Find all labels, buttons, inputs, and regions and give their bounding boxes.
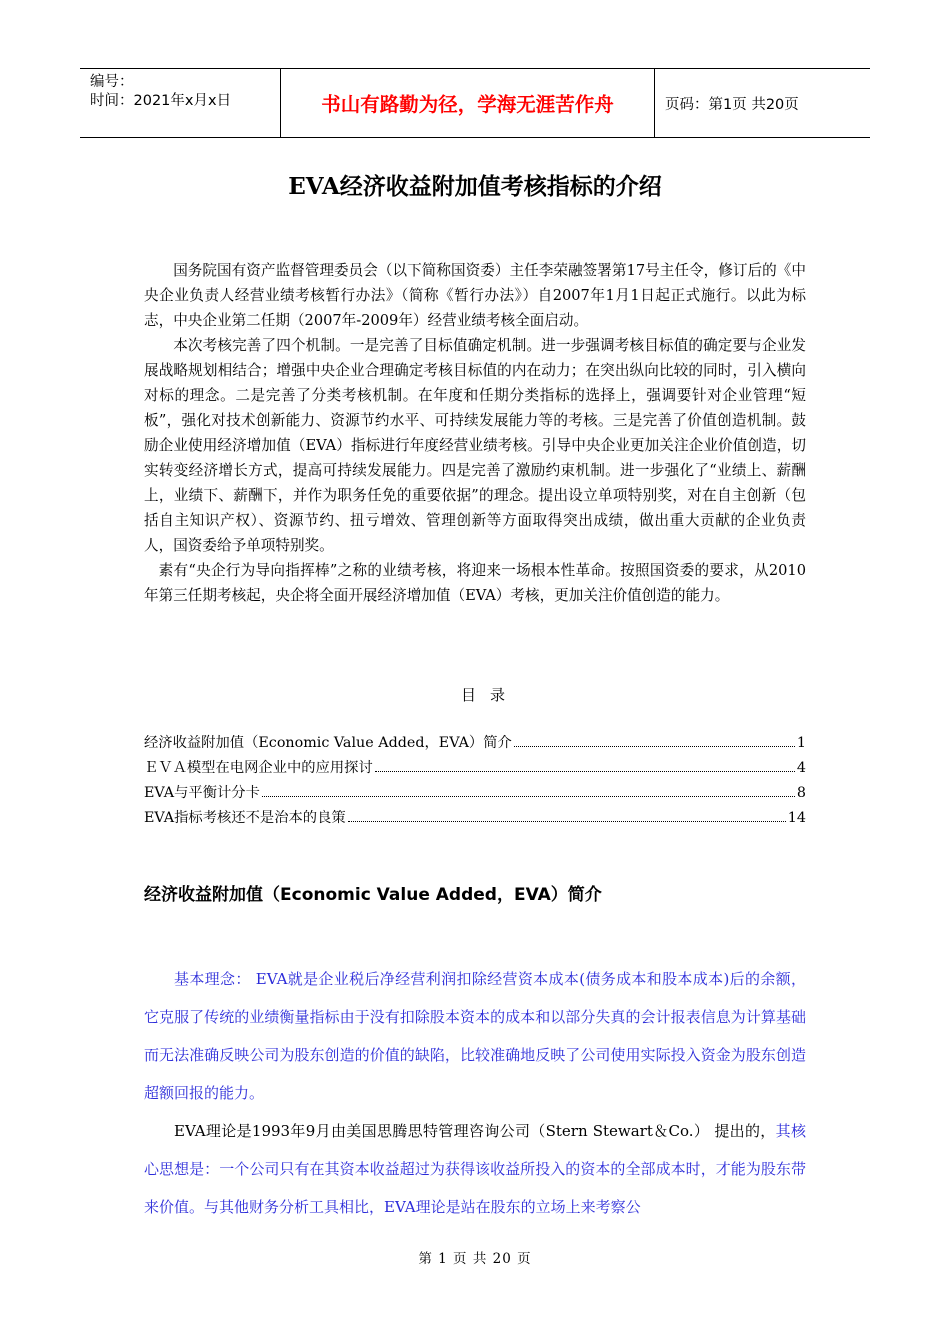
number-label: 编号： [90,74,134,90]
intro-paragraph-2: 本次考核完善了四个机制。一是完善了目标值确定机制。进一步强调考核目标值的确定要与企业发展战略规划相结合；增强中央企业合理确定考核目标值的内在动力；在突出纵向比较的同时，引入横向对标的理念。二是完善了分类考核机制。在年度和任期分类指标的选择上，强调要针对企业管理“短板”，强化对技术创新能力、资源节约水平、可持续发展能力等的考核。三是完善了价值创造机制。鼓励企业使用经济增加值（EVA）指标进行年度经营业绩考核。引导中央企业更加关注企业价值创造，切实转变经济增长方式，提高可持续发展能力。四是完善了激励约束机制。进一步强化了“业绩上、薪酬上，业绩下、薪酬下，并作为职务任免的重要依据”的理念。提出设立单项特别奖，对在自主创新（包括自主知识产权）、资源节约、扭亏增效、管理创新等方面取得突出成绩，做出重大贡献的企业负责人，国资委给予单项特别奖。 [144,337,806,554]
intro-paragraph-1: 国务院国有资产监督管理委员会（以下简称国资委）主任李荣融签署第17号主任令，修订后的《中央企业负责人经营业绩考核暂行办法》（简称《暂行办法》）自2007年1月1日起正式施行。以此为标志，中央企业第二任期（2007年-2009年）经营业绩考核全面启动。 [144,262,806,329]
section-paragraph-2 [144,1112,806,1226]
toc-leader-dots [375,771,795,772]
toc-entry[interactable] [144,757,806,782]
section-paragraph-2-blue: 其核心思想是：一个公司只有在其资本收益超过为获得该收益所投入的资本的全部成本时，才能为股东带来价值。与其他财务分析工具相比，EVA理论是站在股东的立场上来考察公 [144,1122,806,1216]
toc-entry[interactable] [144,782,806,807]
header-table [80,68,870,138]
table-of-contents [144,732,806,832]
section-body [144,960,806,1226]
toc-entry-label: EVA与平衡计分卡 [144,785,260,801]
toc-entry-label: ＥＶＡ模型在电网企业中的应用探讨 [144,760,373,776]
toc-leader-dots [348,821,786,822]
intro-paragraph-3: 素有“央企行为导向指挥棒”之称的业绩考核，将迎来一场根本性革命。按照国资委的要求，从2010年第三任期考核起，央企将全面开展经济增加值（EVA）考核，更加关注价值创造的能力。 [144,562,806,604]
document-title: EVA经济收益附加值考核指标的介绍 [288,173,662,200]
section-paragraph-1: 基本理念： EVA就是企业税后净经营利润扣除经营资本成本(债务成本和股本成本)后的余额，它克服了传统的业绩衡量指标由于没有扣除股本资本的成本和以部分失真的会计报表信息为计算基础而无法准确反映公司为股东创造的价值的缺陷，比较准确地反映了公司使用实际投入资金为股东创造超额回报的能力。 [144,970,806,1102]
header-left-cell [80,69,280,137]
toc-entry-page: 8 [796,785,806,801]
toc-entry-label: 经济收益附加值（Economic Value Added，EVA）简介 [144,735,512,751]
toc-heading: 目录 [460,686,519,704]
toc-entry[interactable] [144,807,806,832]
header-page-info: 页码：第1页 共20页 [665,96,799,113]
intro-body [144,258,806,608]
time-label: 时间：2021年x月x日 [90,93,232,109]
page-footer: 第 1 页 共 20 页 [418,1251,532,1267]
header-motto: 书山有路勤为径，学海无涯苦作舟 [280,69,655,137]
section-heading: 经济收益附加值（Economic Value Added，EVA）简介 [144,885,602,905]
toc-entry-label: EVA指标考核还不是治本的良策 [144,810,346,826]
section-paragraph-2-lead: EVA理论是1993年9月由美国思腾思特管理咨询公司（Stern Stewart＆Co.） 提出的， [174,1122,776,1140]
toc-entry-page: 14 [787,810,806,826]
toc-entry-page: 1 [796,735,806,751]
toc-leader-dots [514,746,795,747]
toc-entry[interactable] [144,732,806,757]
toc-leader-dots [262,796,795,797]
toc-entry-page: 4 [796,760,806,776]
